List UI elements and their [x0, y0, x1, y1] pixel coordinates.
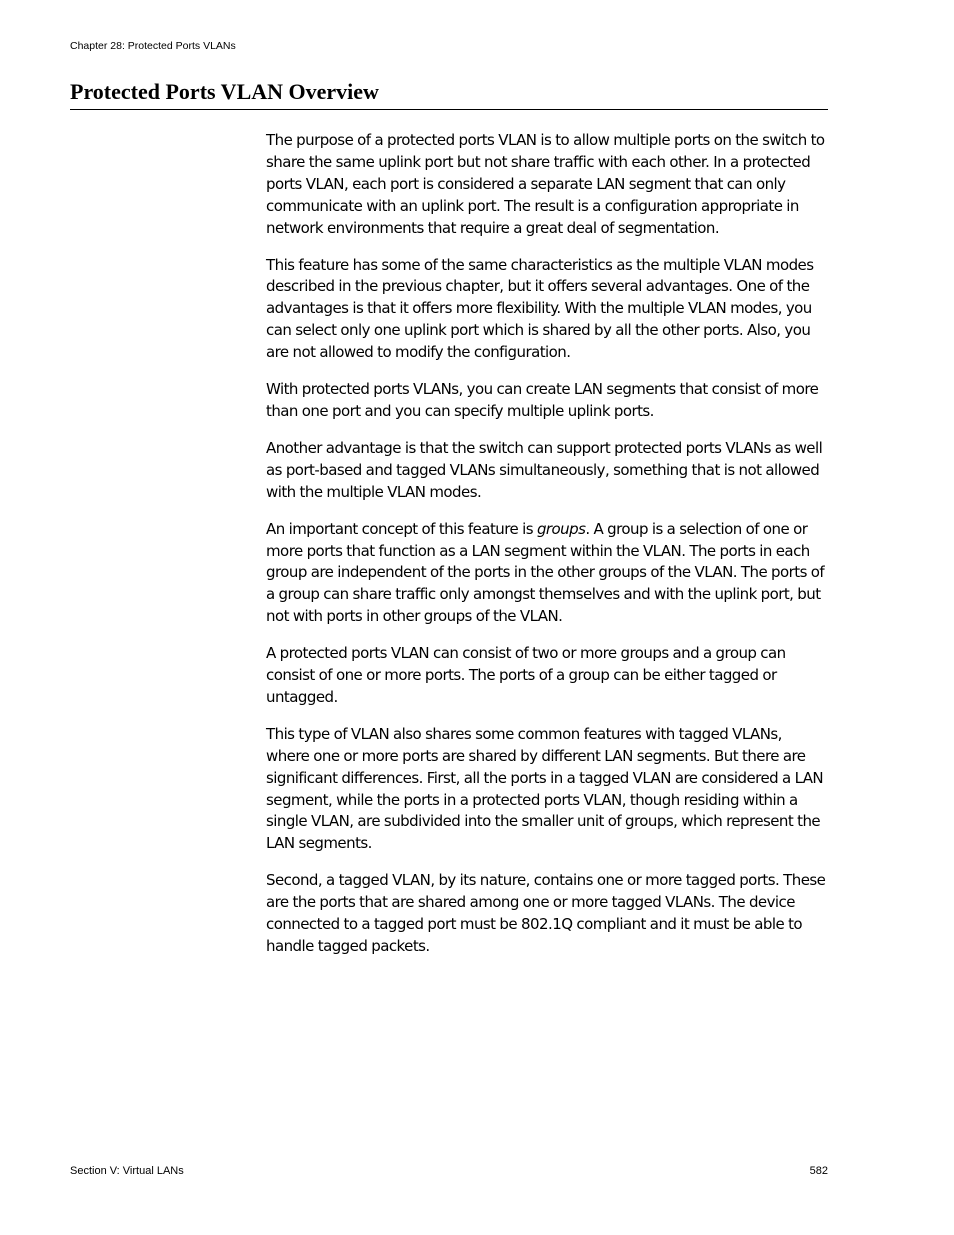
running-header: Chapter 28: Protected Ports VLANs	[70, 40, 236, 52]
paragraph-purpose: The purpose of a protected ports VLAN is to allow multiple ports on the switch to share the same uplink port but not share traffic with each other. In a protected ports VLAN, each port is considered a separate LAN segment that can only communicate with an uplink port. The result is a configuration appropriate in network environments that require a great deal of segmentation.	[266, 131, 825, 237]
section-title: Protected Ports VLAN Overview	[70, 78, 828, 110]
body-text	[266, 130, 828, 973]
groups-text-after: . A group is a selection of one or more ports that function as a LAN segment within the VLAN. The ports in each group are independent of the ports in the other groups of the VLAN. The ports of a group can share traffic only amongst themselves and with the uplink port, but not with ports in other groups of the VLAN.	[266, 519, 825, 626]
paragraph-characteristics: This feature has some of the same characteristics as the multiple VLAN modes described in the previous chapter, but it offers several advantages. One of the advantages is that it offers more flexibility. With the multiple VLAN modes, you can select only one uplink port which is shared by all the other ports. Also, you are not allowed to modify the configuration.	[266, 255, 814, 362]
paragraph-lan-segments: With protected ports VLANs, you can create LAN segments that consist of more than one port and you can specify multiple uplink ports.	[266, 380, 819, 420]
groups-text-before: An important concept of this feature is	[266, 519, 537, 538]
groups-term: groups	[536, 519, 586, 538]
paragraph-simultaneous-support: Another advantage is that the switch can support protected ports VLANs as well as port-based and tagged VLANs simultaneously, something that is not allowed with the multiple VLAN modes.	[266, 438, 823, 501]
footer-page-number: 582	[809, 1165, 828, 1177]
paragraph-tagged-comparison: This type of VLAN also shares some common features with tagged VLANs, where one or more ports are shared by different LAN segments. But there are significant differences. First, all the ports in a tagged VLAN are considered a LAN segment, while the ports in a protected ports VLAN, though residing within a single VLAN, are subdivided into the smaller unit of groups, which represent the LAN segments.	[266, 724, 824, 853]
paragraph-groups-concept	[266, 519, 828, 629]
paragraph-group-composition: A protected ports VLAN can consist of two or more groups and a group can consist of one or more ports. The ports of a group can be either tagged or untagged.	[266, 644, 786, 706]
footer-section-label: Section V: Virtual LANs	[70, 1165, 184, 1177]
paragraph-tagged-ports: Second, a tagged VLAN, by its nature, contains one or more tagged ports. These are the ports that are shared among one or more tagged VLANs. The device connected to a tagged port must be 802.1Q compliant and it must be able to handle tagged packets.	[266, 871, 826, 955]
